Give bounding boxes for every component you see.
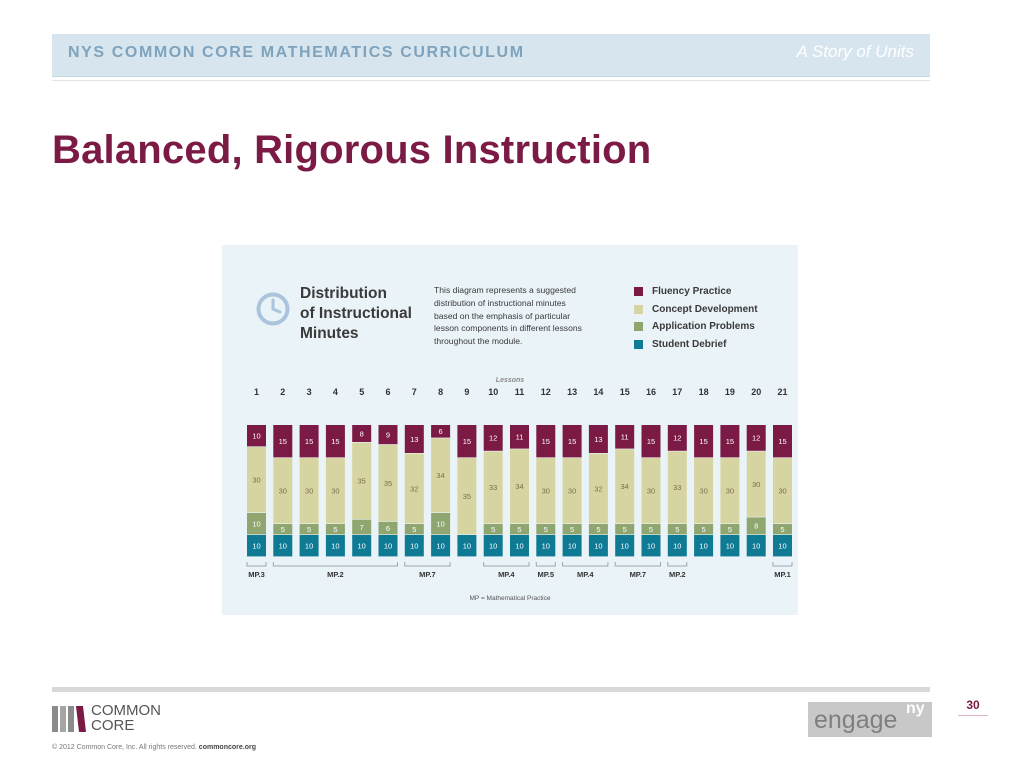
bar-value-label: 10 xyxy=(620,541,629,551)
bar-value-label: 10 xyxy=(436,541,445,551)
mp-label: MP.7 xyxy=(629,570,647,579)
bar-value-label: 10 xyxy=(541,541,550,551)
bar-value-label: 30 xyxy=(331,486,340,496)
bar-value-label: 5 xyxy=(280,525,285,534)
bar-value-label: 10 xyxy=(646,541,656,551)
bar-value-label: 5 xyxy=(780,525,785,534)
header-divider xyxy=(52,80,930,81)
mp-label: MP.3 xyxy=(248,570,265,579)
lesson-tick-label: 19 xyxy=(724,387,735,397)
bar-value-label: 12 xyxy=(752,433,761,443)
description-line: lesson components in different lessons xyxy=(434,323,582,334)
bar-value-label: 35 xyxy=(357,476,366,486)
footer-divider xyxy=(52,687,930,692)
bar-value-label: 10 xyxy=(752,541,761,551)
mp-bracket xyxy=(484,562,529,566)
stacked-bar-chart xyxy=(222,245,798,615)
bar-value-label: 10 xyxy=(304,541,314,551)
mp-bracket xyxy=(563,562,608,566)
bar-value-label: 32 xyxy=(410,484,419,494)
bar-value-label: 15 xyxy=(278,437,287,446)
description-line: distribution of instructional minutes xyxy=(434,297,566,308)
bar-value-label: 15 xyxy=(541,437,550,446)
bar-value-label: 35 xyxy=(462,492,472,501)
copyright-text xyxy=(52,744,256,751)
bar-value-label: 10 xyxy=(699,541,708,551)
distribution-figure xyxy=(222,245,798,615)
bar-value-label: 10 xyxy=(357,541,366,551)
bar-value-label: 10 xyxy=(252,519,261,529)
copyright-notice: © 2012 Common Core, Inc. All rights reserved. xyxy=(52,744,197,751)
mp-label: MP.4 xyxy=(576,570,594,579)
description-line: throughout the module. xyxy=(434,336,523,347)
bar-value-label: 30 xyxy=(778,486,787,496)
bar-value-label: 7 xyxy=(359,522,364,532)
description-line: based on the emphasis of particular xyxy=(434,310,571,321)
engage-superscript: ny xyxy=(906,700,925,717)
bar-value-label: 30 xyxy=(752,479,761,489)
bar-value-label: 5 xyxy=(622,525,627,534)
copyright-link[interactable]: commoncore.org xyxy=(198,744,256,751)
lesson-tick-label: 17 xyxy=(672,387,683,397)
mp-label: MP.5 xyxy=(537,570,555,579)
logo-line: COMMON xyxy=(91,702,161,719)
bar-value-label: 10 xyxy=(673,541,682,551)
mp-bracket xyxy=(536,562,555,566)
lesson-tick-label: 20 xyxy=(751,387,762,397)
bar-value-label: 35 xyxy=(383,478,393,488)
mp-bracket xyxy=(405,562,450,566)
bar-value-label: 10 xyxy=(778,541,787,551)
bar-value-label: 10 xyxy=(278,541,287,551)
mp-bracket xyxy=(615,562,660,566)
lesson-tick-label: 11 xyxy=(514,387,525,397)
mp-bracket xyxy=(273,562,397,566)
chart-footnote: MP = Mathematical Practice xyxy=(469,595,551,602)
bar-value-label: 15 xyxy=(725,437,735,446)
bar-value-label: 34 xyxy=(436,471,445,481)
bar-value-label: 30 xyxy=(278,486,287,496)
lesson-tick-label: 21 xyxy=(777,387,788,397)
bar-value-label: 30 xyxy=(646,486,656,496)
bar-value-label: 8 xyxy=(359,429,364,439)
bar-value-label: 10 xyxy=(489,541,498,551)
common-core-logo-icon xyxy=(52,704,86,732)
bar-value-label: 12 xyxy=(673,433,682,443)
bar-value-label: 5 xyxy=(570,525,575,534)
bar-value-label: 5 xyxy=(543,525,548,534)
lesson-tick-label: 14 xyxy=(593,387,604,397)
bar-value-label: 5 xyxy=(675,525,680,534)
bar-value-label: 30 xyxy=(304,486,314,496)
bar-value-label: 15 xyxy=(699,437,708,446)
bar-value-label: 10 xyxy=(725,541,735,551)
lesson-tick-label: 3 xyxy=(306,387,312,397)
bar-value-label: 5 xyxy=(307,525,312,534)
slide-title: Balanced, Rigorous Instruction xyxy=(52,128,652,172)
bar-value-label: 10 xyxy=(515,541,524,551)
bar-value-label: 8 xyxy=(754,521,759,531)
legend-label: Application Problems xyxy=(652,321,755,332)
bar-value-label: 15 xyxy=(331,437,340,446)
bar-value-label: 15 xyxy=(778,437,787,446)
mp-label: MP.2 xyxy=(669,570,686,579)
mp-label: MP.1 xyxy=(774,570,791,579)
bar-value-label: 10 xyxy=(567,541,577,551)
lesson-tick-label: 4 xyxy=(332,387,338,397)
bar-value-label: 5 xyxy=(701,525,706,534)
bar-value-label: 10 xyxy=(331,541,340,551)
bar-value-label: 10 xyxy=(383,541,393,551)
lesson-tick-label: 2 xyxy=(280,387,286,397)
figure-title-line: Distribution xyxy=(300,285,387,302)
bar-value-label: 11 xyxy=(515,432,524,442)
bar-value-label: 15 xyxy=(462,437,472,446)
bar-value-label: 30 xyxy=(725,486,735,496)
bar-value-label: 10 xyxy=(252,431,261,441)
lesson-tick-label: 16 xyxy=(645,387,657,397)
mp-label: MP.7 xyxy=(419,570,436,579)
course-title: NYS COMMON CORE MATHEMATICS CURRICULUM xyxy=(68,44,525,61)
bar-value-label: 13 xyxy=(410,434,419,444)
bar-value-label: 15 xyxy=(567,437,577,446)
bar-value-label: 33 xyxy=(673,483,682,493)
bar-value-label: 34 xyxy=(620,482,629,492)
bar-value-label: 10 xyxy=(410,541,419,551)
legend-label: Fluency Practice xyxy=(652,286,732,297)
bar-value-label: 6 xyxy=(438,427,443,437)
mp-label: MP.4 xyxy=(498,570,515,579)
bar-value-label: 30 xyxy=(252,475,261,485)
description-line: This diagram represents a suggested xyxy=(434,285,576,295)
bar-value-label: 9 xyxy=(385,430,391,440)
bar-value-label: 30 xyxy=(567,486,577,496)
bar-value-label: 30 xyxy=(541,486,550,496)
lesson-tick-label: 15 xyxy=(619,387,630,397)
bar-value-label: 12 xyxy=(489,433,498,443)
bar-value-label: 13 xyxy=(594,434,603,444)
mp-bracket xyxy=(668,562,687,566)
bar-value-label: 32 xyxy=(594,484,603,494)
common-core-wordmark xyxy=(91,703,161,733)
mp-bracket xyxy=(247,562,266,566)
figure-title-line: of Instructional xyxy=(300,305,412,322)
lesson-tick-label: 13 xyxy=(567,387,578,397)
lesson-tick-label: 9 xyxy=(464,387,470,397)
bar-value-label: 5 xyxy=(648,525,654,534)
bar-value-label: 5 xyxy=(596,525,601,534)
lesson-tick-label: 10 xyxy=(488,387,499,397)
bar-value-label: 5 xyxy=(517,525,522,534)
bar-value-label: 30 xyxy=(699,486,708,496)
mp-label: MP.2 xyxy=(327,570,344,579)
engageny-logo xyxy=(808,702,932,737)
lesson-tick-label: 1 xyxy=(253,387,260,397)
bar-value-label: 5 xyxy=(491,525,496,534)
lesson-tick-label: 5 xyxy=(359,387,365,397)
bar-value-label: 5 xyxy=(412,525,417,534)
legend-label: Concept Development xyxy=(652,303,758,315)
bar-value-label: 11 xyxy=(620,432,629,442)
bar-value-label: 15 xyxy=(304,437,314,446)
engage-wordmark: engage xyxy=(814,706,898,734)
bar-value-label: 10 xyxy=(252,541,261,551)
lesson-tick-label: 7 xyxy=(411,387,417,397)
page-number: 30 xyxy=(958,698,988,716)
lesson-tick-label: 12 xyxy=(540,387,551,397)
bar-value-label: 34 xyxy=(515,482,524,492)
figure-title-line: Minutes xyxy=(300,325,359,342)
bar-value-label: 15 xyxy=(646,437,656,446)
bar-value-label: 33 xyxy=(489,483,498,493)
header-banner xyxy=(52,34,930,77)
bar-value-label: 10 xyxy=(594,541,603,551)
bar-value-label: 5 xyxy=(333,525,338,534)
logo-line: CORE xyxy=(91,717,135,734)
mp-bracket xyxy=(773,562,792,566)
bar-value-label: 10 xyxy=(462,541,472,551)
lesson-tick-label: 18 xyxy=(698,387,709,397)
lessons-axis-label: Lessons xyxy=(495,377,525,384)
bar-value-label: 5 xyxy=(727,525,732,534)
legend-label: Student Debrief xyxy=(652,338,727,350)
bar-value-label: 6 xyxy=(385,523,391,533)
bar-value-label: 10 xyxy=(436,519,445,529)
lesson-tick-label: 6 xyxy=(385,387,391,397)
series-title: A Story of Units xyxy=(796,42,914,61)
lesson-tick-label: 8 xyxy=(438,387,444,397)
